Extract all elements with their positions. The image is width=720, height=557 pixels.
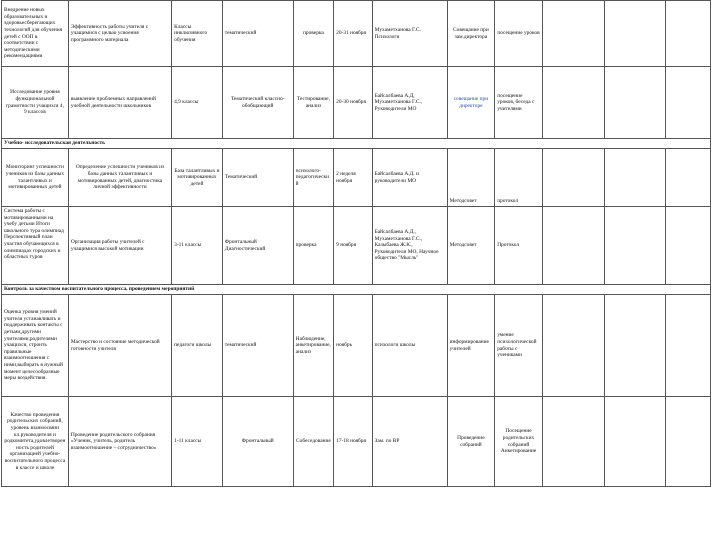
cell-object: педагоги школы — [172, 295, 223, 397]
cell-empty — [666, 67, 711, 139]
cell-empty — [542, 295, 604, 397]
cell-topic: Исследование уровня функциональной грамотности учащихся 4, 9 классов — [2, 67, 69, 139]
cell-date: 2 неделя ноября — [334, 149, 372, 207]
cell-decision: посещение уроков — [495, 1, 543, 67]
cell-responsible: психологи школы — [372, 295, 447, 397]
cell-method: Наблюдение, анкетирование, анализ — [293, 295, 334, 397]
cell-decision: посещение уроков, беседа с учителями — [495, 67, 543, 139]
cell-empty — [604, 149, 666, 207]
cell-method: Тестирование, анализ — [293, 67, 334, 139]
cell-goal: Организация работы учителей с учащимися высокой мотивации — [68, 207, 171, 285]
section-row — [2, 139, 711, 149]
cell-decision: Протокол — [495, 207, 543, 285]
cell-type: Фронтальный Диагностический — [222, 207, 293, 285]
cell-empty — [666, 1, 711, 67]
cell-method: проверка — [293, 1, 334, 67]
cell-result: Методсовет — [447, 149, 495, 207]
cell-empty — [604, 397, 666, 487]
cell-method: проверка — [293, 207, 334, 285]
cell-empty — [666, 397, 711, 487]
cell-empty — [604, 1, 666, 67]
cell-responsible: Зам. по ВР — [372, 397, 447, 487]
cell-decision: протокол — [495, 149, 543, 207]
cell-result: Совещание при зам.директора — [447, 1, 495, 67]
cell-empty — [542, 1, 604, 67]
cell-responsible: Байсалбаева А.Д. и руководители МО — [372, 149, 447, 207]
table-row — [2, 1, 711, 67]
cell-topic: Качество проведения родительских собраний, уровень взаимосвязи кл.руководителя и родкомитета,удовлетворенность родителей организацией учебно-воспитательного процесса в классе и школе — [2, 397, 69, 487]
cell-goal: Мастерство и состояние методической готовности учителя — [68, 295, 171, 397]
cell-empty — [542, 149, 604, 207]
cell-result: Проведение собраний — [447, 397, 495, 487]
section-row — [2, 285, 711, 295]
cell-empty — [666, 207, 711, 285]
cell-date: 9 ноября — [334, 207, 372, 285]
cell-empty — [542, 397, 604, 487]
cell-type: Тематический классно-обобщающий — [222, 67, 293, 139]
cell-object: 1-11 классы — [172, 397, 223, 487]
cell-type: тематический — [222, 295, 293, 397]
cell-type: Фронтальный — [222, 397, 293, 487]
cell-topic: Внедрение новых образовательных и здоровьесберегающих технологий для обучения детей с ООП в соответствии с методическими рекомендациями — [2, 1, 69, 67]
section-heading: Контроль за качеством воспитательного процесса, проведением мероприятий — [2, 285, 711, 295]
cell-empty — [542, 67, 604, 139]
section-heading: Учебно- исследовательская деятельность — [2, 139, 711, 149]
cell-topic: Мониторинг успешности учеников из базы данных талантливых и мотивированных детей — [2, 149, 69, 207]
cell-type: тематический — [222, 1, 293, 67]
cell-responsible: Мухаметханова Г.С. Психологи — [372, 1, 447, 67]
cell-goal: Определение успешности учеников из базы данных талантливых и мотивированных детей, диагностика личной эффективности — [68, 149, 171, 207]
cell-goal: Эффективность работы учителя с учащимися с целью усвоения программного материала — [68, 1, 171, 67]
cell-goal: выявление проблемных направлений учебной деятельности школьников — [68, 67, 171, 139]
cell-result: информирование учителей — [447, 295, 495, 397]
cell-object: База талантливых и мотивированных детей — [172, 149, 223, 207]
cell-object: Классы инклюзивного обучения — [172, 1, 223, 67]
cell-empty — [604, 67, 666, 139]
table-row — [2, 295, 711, 397]
cell-topic: Система работы с мотивированными на учебу детьми Итоги школьного тура олимпиад Перспективный план участия обучающихся в олимпиадах городских и областных туров — [2, 207, 69, 285]
cell-type: Тематический — [222, 149, 293, 207]
cell-empty — [666, 149, 711, 207]
cell-date: 20-31 ноября — [334, 1, 372, 67]
cell-result: совещание при директоре — [447, 67, 495, 139]
cell-empty — [604, 207, 666, 285]
cell-date: 20-30 ноября — [334, 67, 372, 139]
cell-topic: Оценка уровня умений учителя устанавливать и поддерживать контакты с детьми,другими учителями,родителями учащихся, строить правильные взаимоотношения с ними,выбирать в нужный момент целесообразные меры воздействия. — [2, 295, 69, 397]
cell-responsible: Байсалбаева А.Д, Мухаметханова Г.С., Руководители МО — [372, 67, 447, 139]
cell-result: Методсовет — [447, 207, 495, 285]
cell-empty — [542, 207, 604, 285]
cell-object: 4,9 классы — [172, 67, 223, 139]
cell-method: психолого-педагогический — [293, 149, 334, 207]
table-row — [2, 397, 711, 487]
cell-decision: Посещение родительских собраний Анкетирование — [495, 397, 543, 487]
cell-empty — [604, 295, 666, 397]
cell-decision: умение психологической работы с учениками — [495, 295, 543, 397]
table-row — [2, 149, 711, 207]
control-plan-table — [1, 0, 711, 487]
cell-goal: Проведение родительского собрания «Ученик, учитель, родитель взаимоотношение – сотрудничество» — [68, 397, 171, 487]
table-row — [2, 67, 711, 139]
cell-empty — [666, 295, 711, 397]
cell-date: ноябрь — [334, 295, 372, 397]
cell-date: 17-18 ноября — [334, 397, 372, 487]
cell-object: 3-11 классы — [172, 207, 223, 285]
table-row — [2, 207, 711, 285]
cell-responsible: Байсалбаева А.Д., Мухаметханова Г.С., Казыбаева Ж.К., Руководители МО, Научное общество "Мысль" — [372, 207, 447, 285]
cell-method: Собеседование — [293, 397, 334, 487]
